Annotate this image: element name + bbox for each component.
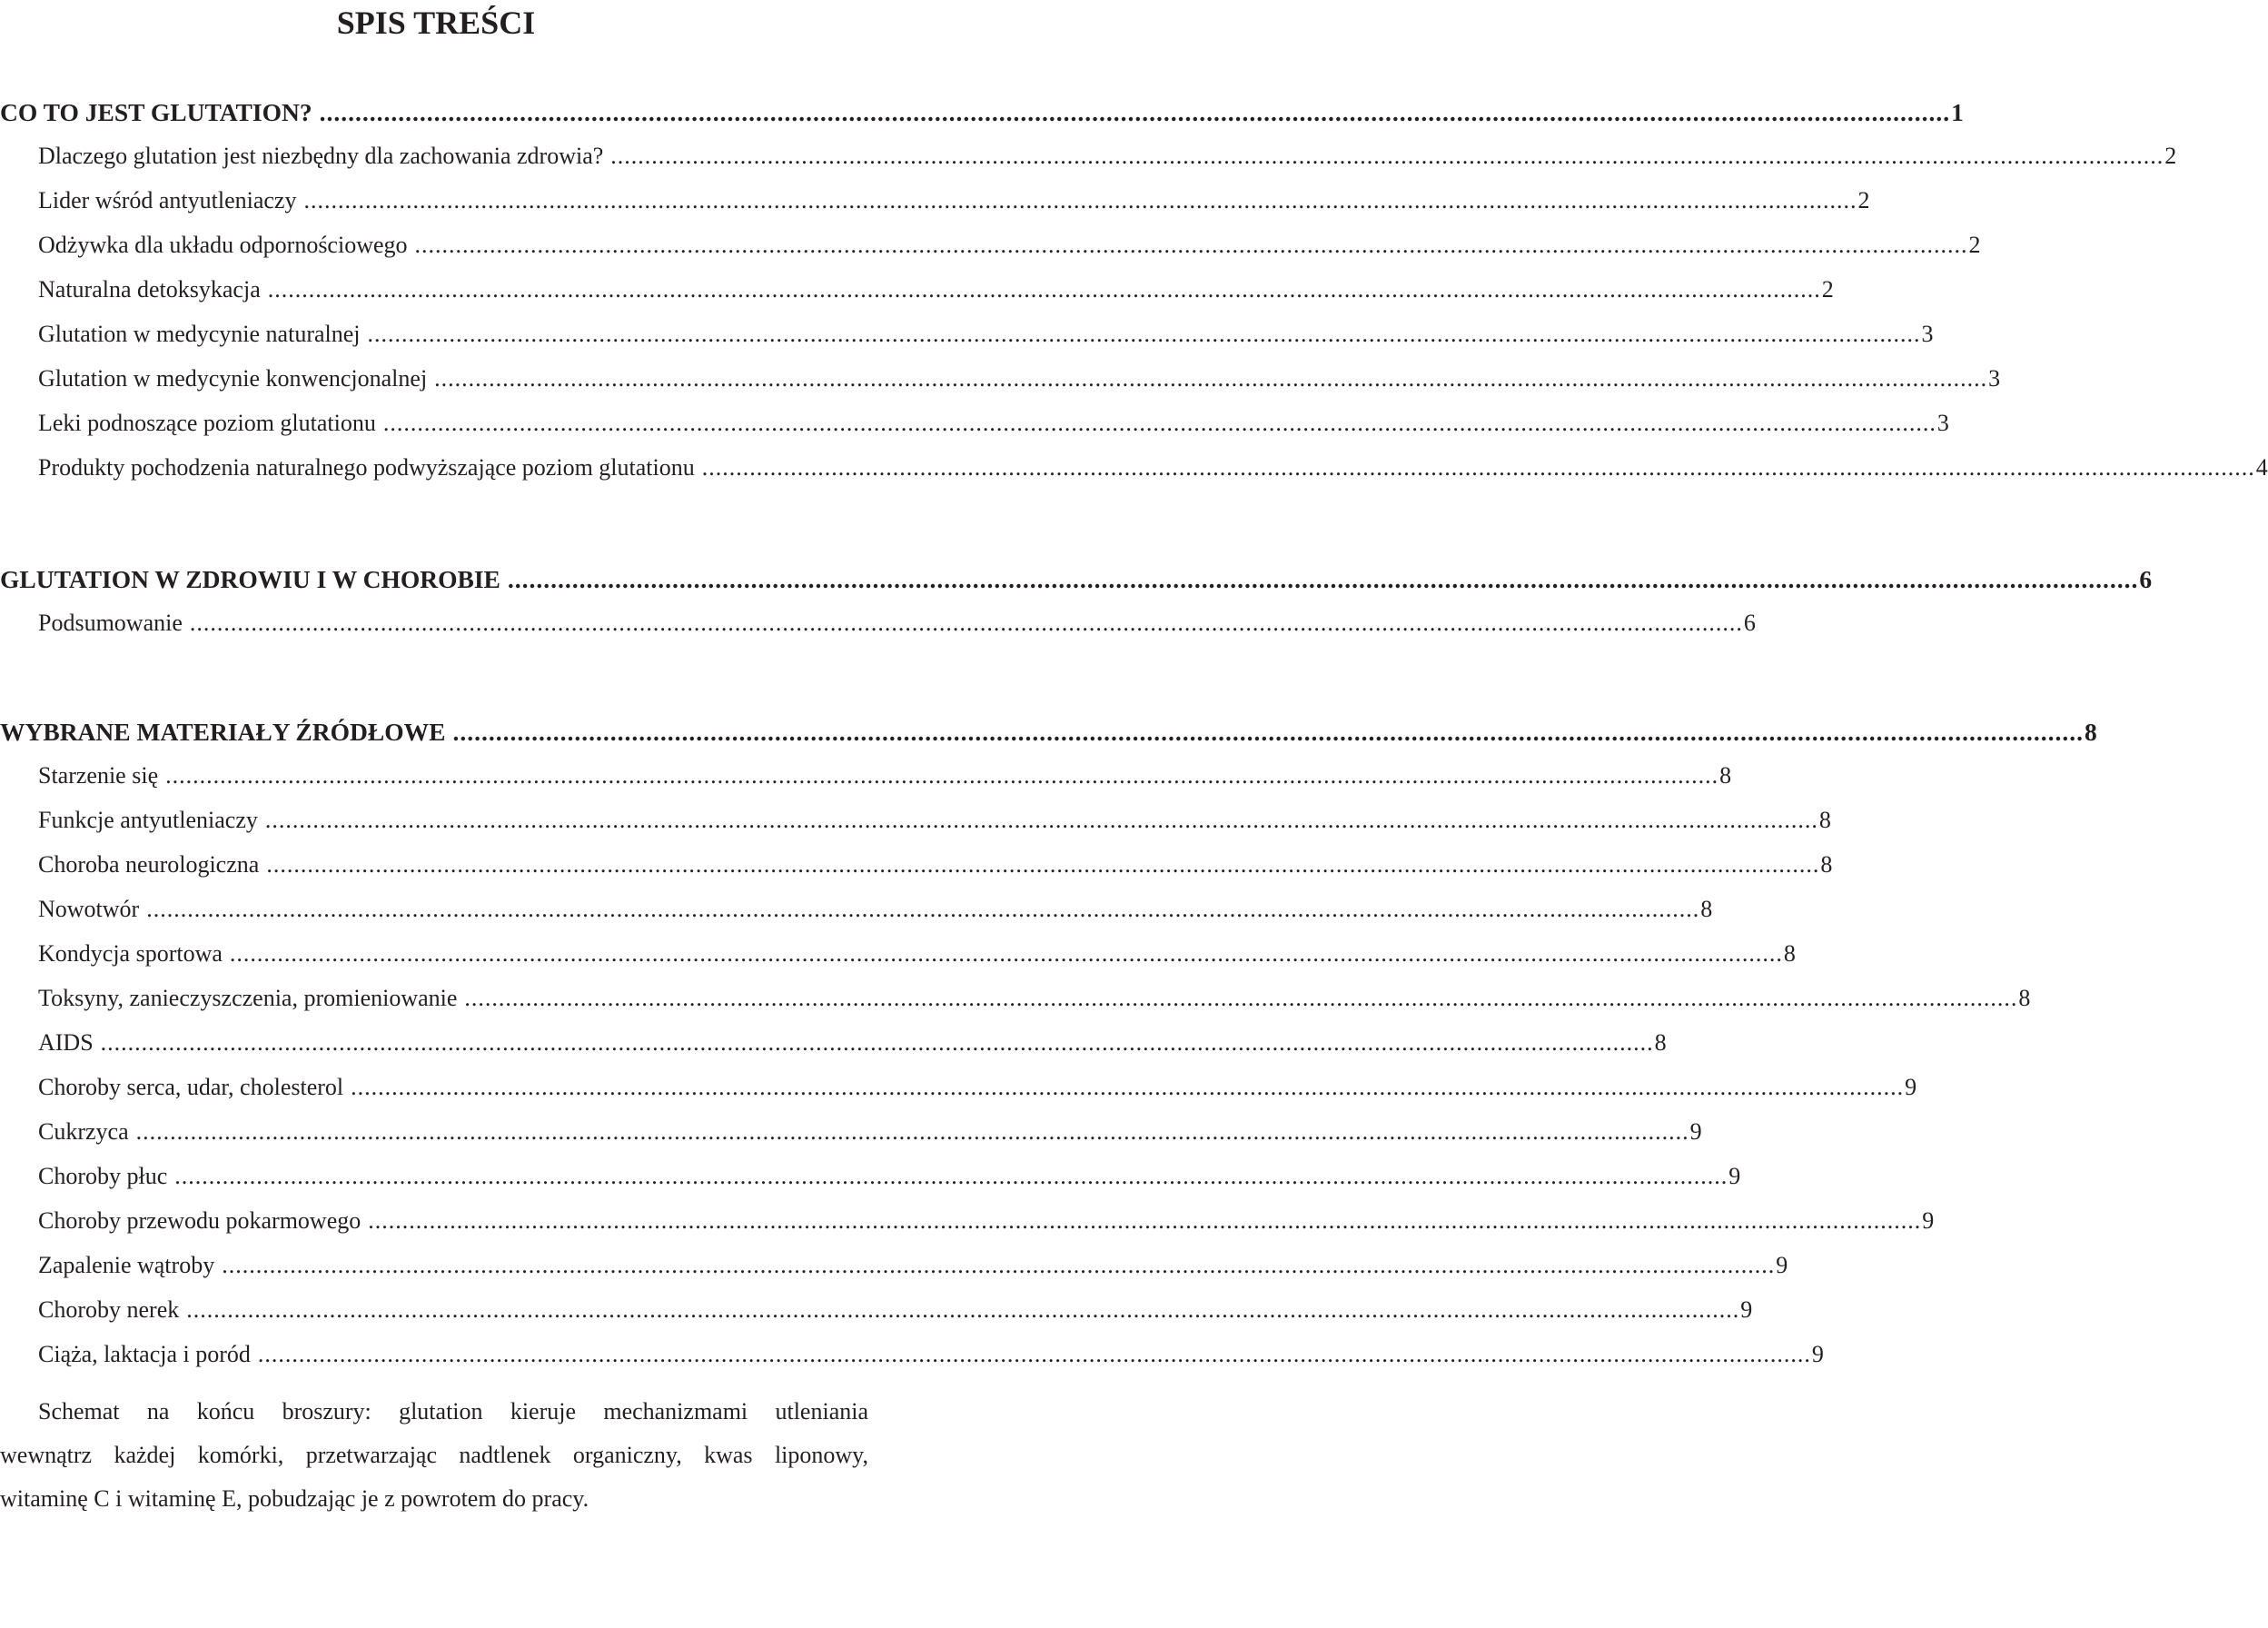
toc-item-label: Produkty pochodzenia naturalnego podwyższające poziom glutationu — [38, 454, 695, 481]
dot-leader: .................................................................................................................................................................................................................................... — [222, 1252, 1776, 1278]
toc-item[interactable] — [0, 321, 1934, 348]
toc-item-label: Toksyny, zanieczyszczenia, promieniowanie — [38, 985, 458, 1011]
toc-page-number: 3 — [1988, 365, 2001, 392]
toc-page-number: 9 — [1905, 1074, 1917, 1100]
toc-page-number: 3 — [1936, 410, 1949, 436]
toc-page-number: 8 — [1783, 940, 1796, 967]
toc-item-label: Lider wśród antyutleniaczy — [38, 187, 297, 213]
toc-item-label: Glutation w medycynie konwencjonalnej — [38, 365, 428, 392]
toc-page-number: 9 — [1728, 1163, 1741, 1189]
toc-item[interactable] — [0, 1029, 1667, 1057]
toc-item[interactable] — [0, 985, 2031, 1012]
dot-leader: .................................................................................................................................................................................................................................... — [351, 1074, 1905, 1100]
toc-item[interactable] — [0, 454, 2268, 481]
toc-page-number: 2 — [1857, 187, 1870, 213]
toc-item[interactable] — [0, 187, 1870, 214]
toc-item[interactable] — [0, 940, 1796, 968]
dot-leader: .................................................................................................................................................................................................................................... — [610, 143, 2164, 169]
toc-section-label: GLUTATION W ZDROWIU I W CHOROBIE — [0, 565, 500, 593]
dot-leader: .................................................................................................................................................................................................................................... — [507, 565, 2139, 593]
toc-page-number: 8 — [1820, 851, 1833, 878]
toc-item-label: Choroba neurologiczna — [38, 851, 260, 878]
toc-page-number: 3 — [1921, 321, 1934, 347]
dot-leader: .................................................................................................................................................................................................................................... — [368, 1207, 1922, 1234]
toc-item[interactable] — [0, 1118, 1702, 1146]
toc-page-number: 8 — [1818, 807, 1831, 833]
dot-leader: .................................................................................................................................................................................................................................... — [414, 232, 1968, 258]
toc-page-number: 9 — [1740, 1296, 1753, 1323]
toc-page-number: 6 — [1743, 610, 1756, 636]
dot-leader: .................................................................................................................................................................................................................................... — [264, 807, 1818, 833]
toc-page-number: 8 — [1719, 762, 1732, 789]
toc-item[interactable] — [0, 276, 1834, 303]
toc-item-label: Kondycja sportowa — [38, 940, 223, 967]
toc-item-label: Choroby przewodu pokarmowego — [38, 1207, 361, 1234]
dot-leader: .................................................................................................................................................................................................................................... — [319, 98, 1951, 126]
dot-leader: .................................................................................................................................................................................................................................... — [701, 454, 2255, 481]
toc-item[interactable] — [0, 1163, 1741, 1190]
toc-section-label: CO TO JEST GLUTATION? — [0, 98, 312, 126]
toc-item-label: Naturalna detoksykacja — [38, 276, 261, 303]
toc-item[interactable] — [0, 807, 1831, 834]
summary-line: wewnątrz każdej komórki, przetwarzając nadtlenek organiczny, kwas liponowy, — [0, 1442, 868, 1468]
summary-paragraph — [0, 1390, 868, 1521]
toc-item-label: Nowotwór — [38, 896, 140, 922]
toc-page-number: 9 — [1689, 1118, 1702, 1145]
toc-section-label: WYBRANE MATERIAŁY ŹRÓDŁOWE — [0, 718, 446, 746]
toc-item[interactable] — [0, 143, 2177, 170]
toc-item[interactable] — [0, 896, 1713, 923]
summary-line: Schemat na końcu broszury: glutation kieruje mechanizmami utleniania — [38, 1398, 868, 1424]
toc-item-label: Dlaczego glutation jest niezbędny dla zachowania zdrowia? — [38, 143, 604, 169]
summary-line: witaminę C i witaminę E, pobudzając je z powrotem do pracy. — [0, 1485, 589, 1512]
toc-item-label: Leki podnoszące poziom glutationu — [38, 410, 376, 436]
dot-leader: .................................................................................................................................................................................................................................... — [229, 940, 1783, 967]
page-title: SPIS TREŚCI — [336, 5, 536, 41]
toc-item[interactable] — [0, 610, 1756, 637]
toc-page-number: 8 — [2084, 718, 2097, 746]
toc-page-number: 2 — [1968, 232, 1981, 258]
toc-section[interactable] — [0, 718, 2097, 747]
dot-leader: .................................................................................................................................................................................................................................... — [303, 187, 1857, 213]
toc-item-label: Zapalenie wątroby — [38, 1252, 215, 1278]
dot-leader: .................................................................................................................................................................................................................................... — [146, 896, 1700, 922]
toc-section[interactable] — [0, 565, 2153, 594]
toc-item[interactable] — [0, 1252, 1788, 1279]
toc-item[interactable] — [0, 232, 1981, 259]
toc-item-label: Choroby nerek — [38, 1296, 180, 1323]
dot-leader: .................................................................................................................................................................................................................................... — [189, 610, 1743, 636]
toc-page-number: 9 — [1922, 1207, 1935, 1234]
toc-item[interactable] — [0, 410, 1949, 437]
toc-item[interactable] — [0, 1341, 1824, 1368]
toc-page-number: 2 — [2164, 143, 2177, 169]
toc-item[interactable] — [0, 365, 2001, 392]
dot-leader: .................................................................................................................................................................................................................................... — [257, 1341, 1811, 1367]
toc-section[interactable] — [0, 98, 1964, 127]
dot-leader: .................................................................................................................................................................................................................................... — [266, 851, 1820, 878]
dot-leader: .................................................................................................................................................................................................................................... — [135, 1118, 1689, 1145]
toc-item-label: AIDS — [38, 1029, 94, 1056]
toc-item[interactable] — [0, 1207, 1935, 1235]
dot-leader: .................................................................................................................................................................................................................................... — [367, 321, 1921, 347]
toc-item-label: Ciąża, laktacja i poród — [38, 1341, 251, 1367]
toc-item-label: Glutation w medycynie naturalnej — [38, 321, 361, 347]
toc-page-number: 9 — [1776, 1252, 1788, 1278]
toc-page-number: 9 — [1811, 1341, 1824, 1367]
toc-page-number: 8 — [2018, 985, 2031, 1011]
toc-item-label: Starzenie się — [38, 762, 159, 789]
toc-item-label: Cukrzyca — [38, 1118, 129, 1145]
toc-item[interactable] — [0, 1074, 1917, 1101]
dot-leader: .................................................................................................................................................................................................................................... — [165, 762, 1719, 789]
toc-item-label: Choroby płuc — [38, 1163, 168, 1189]
toc-page-number: 4 — [2255, 454, 2268, 481]
toc-item[interactable] — [0, 1296, 1753, 1324]
toc-item[interactable] — [0, 851, 1833, 879]
dot-leader: .................................................................................................................................................................................................................................... — [174, 1163, 1728, 1189]
dot-leader: .................................................................................................................................................................................................................................... — [186, 1296, 1740, 1323]
toc-item[interactable] — [0, 762, 1732, 789]
dot-leader: .................................................................................................................................................................................................................................... — [100, 1029, 1654, 1056]
toc-item-label: Funkcje antyutleniaczy — [38, 807, 258, 833]
dot-leader: .................................................................................................................................................................................................................................... — [464, 985, 2018, 1011]
toc-item-label: Choroby serca, udar, cholesterol — [38, 1074, 344, 1100]
toc-page-number: 8 — [1700, 896, 1713, 922]
dot-leader: .................................................................................................................................................................................................................................... — [434, 365, 1988, 392]
dot-leader: .................................................................................................................................................................................................................................... — [267, 276, 1821, 303]
toc-page-number: 6 — [2139, 565, 2153, 593]
toc-page-number: 1 — [1951, 98, 1964, 126]
toc-page-number: 2 — [1821, 276, 1834, 303]
toc-item-label: Odżywka dla układu odpornościowego — [38, 232, 408, 258]
dot-leader: .................................................................................................................................................................................................................................... — [382, 410, 1936, 436]
toc-page-number: 8 — [1654, 1029, 1667, 1056]
dot-leader: .................................................................................................................................................................................................................................... — [452, 718, 2084, 746]
toc-item-label: Podsumowanie — [38, 610, 183, 636]
